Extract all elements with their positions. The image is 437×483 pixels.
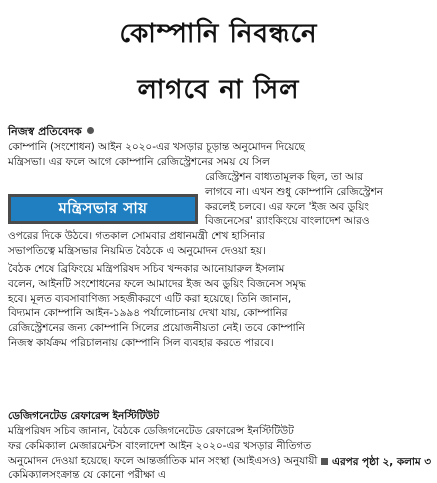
lede-paragraph — [8, 140, 432, 170]
text-line: বিজনেসের' র‍্যাংকিংয়ে বাংলাদেশ আরও — [205, 215, 370, 228]
text-line: হবে। মূলত ব্যবসাবাণিজ্য সহজীকরণে এটি করা হয়েছে। তিনি জানান, — [8, 292, 292, 305]
text-line: মন্ত্রিপরিষদ সচিব জানান, বৈঠকে ডেজিগনেটেড রেফারেন্স ইনস্টিটিউট — [8, 425, 294, 437]
paragraph-2 — [8, 262, 432, 351]
text-line: ফর কেমিক্যাল মেজারমেন্টস বাংলাদেশ আইন ২০২০-এর খসড়ার নীতিগত — [8, 439, 311, 452]
continued-text: এরপর পৃষ্ঠা ২, কলাম ৩ — [332, 456, 431, 468]
square-bullet-icon — [321, 458, 328, 465]
paragraph-1 — [8, 229, 432, 259]
text-line: মন্ত্রিসভা। এর ফলে আগে কোম্পানি রেজিস্ট্রেশনের সময় যে সিল — [8, 155, 270, 168]
text-line: রেজিস্ট্রেশনের জন্য কোম্পানি সিলের প্রয়োজনীয়তা নেই। তবে কোম্পানি — [8, 322, 305, 335]
text-line: ওপরের দিকে উঠবে। গতকাল সোমবার প্রধানমন্ত্রী শেখ হাসিনার — [8, 230, 265, 242]
text-line: বৈঠক শেষে ব্রিফিংয়ে মন্ত্রিপরিষদ সচিব খন্দকার আনোয়ারুল ইসলাম — [8, 263, 285, 275]
headline-line-1: কোম্পানি নিবন্ধনে — [119, 19, 318, 49]
text-line: নিজস্ব কার্যক্রম পরিচালনায় কোম্পানি সিল ব্যবহার করতে পারবে। — [8, 336, 274, 349]
text-line: সভাপতিত্বে মন্ত্রিসভার নিয়মিত বৈঠকে এ অনুমোদন দেওয়া হয়। — [8, 244, 266, 257]
text-line: কেমিক্যালসংক্রান্ত যে কোনো পরীক্ষা এ — [8, 469, 166, 482]
text-line: বলেন, আইনটি সংশোধনের ফলে আমাদের ইজ অব ডুয়িং বিজনেস সমৃদ্ধ — [8, 277, 306, 290]
text-line: করলেই চলবে। এর ফলে 'ইজ অব ডুয়িং — [205, 200, 369, 213]
text-line: অনুমোদন দেওয়া হয়েছে। ফলে আন্তর্জাতিক মান সংস্থা (আইএসও) অনুযায়ী — [8, 454, 318, 467]
text-line: কোম্পানি (সংশোধন) আইন ২০২০-এর খসড়ার চূড়ান্ত অনুমোদন দিয়েছে — [8, 141, 305, 153]
subheading: ডেজিগনেটেড রেফারেন্স ইনস্টিটিউট — [8, 410, 160, 422]
byline — [8, 125, 94, 139]
wrapped-paragraph — [205, 170, 432, 229]
paragraph-3 — [8, 424, 432, 483]
section-heading-box — [8, 194, 198, 224]
headline-line-2: লাগবে না সিল — [137, 75, 300, 105]
text-line: বিদ্যমান কোম্পানি আইন-১৯৯৪ পর্যালোচনায় দেখা যায়, কোম্পানির — [8, 307, 288, 320]
text-line: রেজিস্ট্রেশন বাধ্যতামূলক ছিল, তা আর — [205, 171, 363, 183]
continued-note — [321, 455, 431, 469]
byline-text: নিজস্ব প্রতিবেদক — [8, 125, 82, 138]
text-line: লাগবে না। এখন শুধু কোম্পানি রেজিস্ট্রেশন — [205, 185, 383, 198]
bullet-icon — [87, 127, 94, 134]
section-heading: মন্ত্রিসভার সায় — [58, 198, 148, 217]
